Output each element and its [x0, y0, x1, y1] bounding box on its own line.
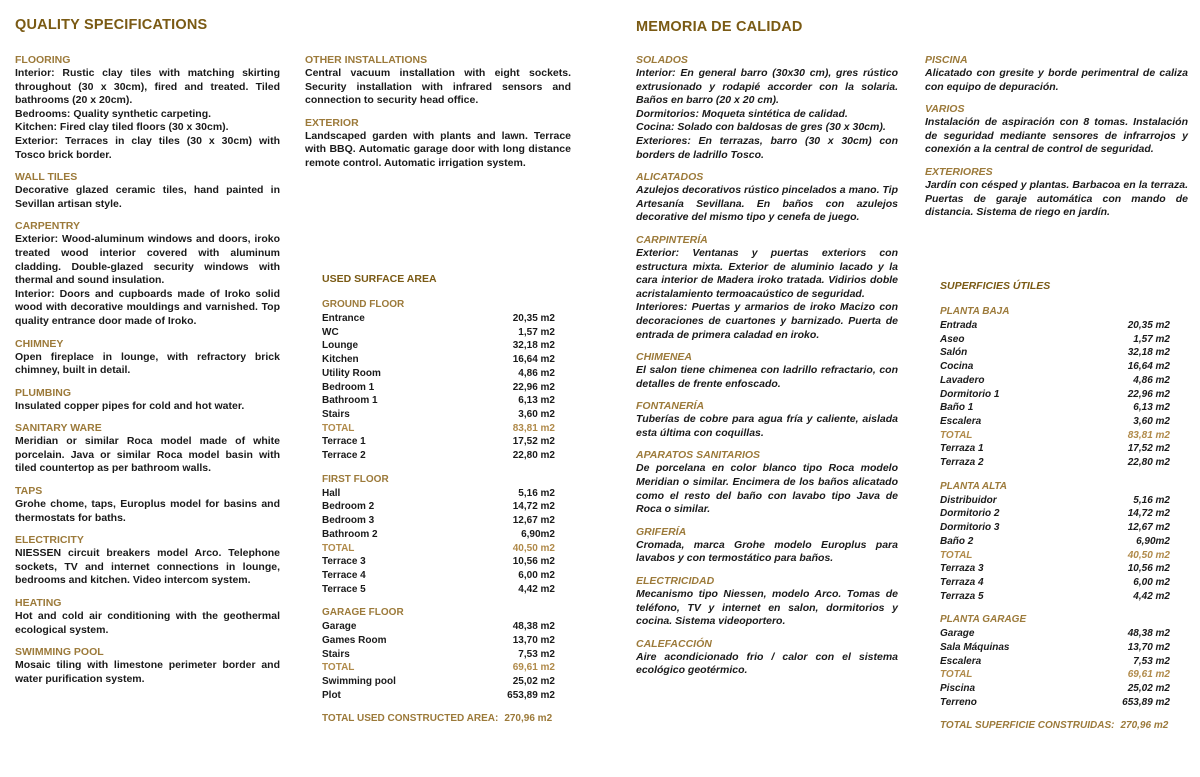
- room-area-value: 5,16 m2: [1133, 494, 1170, 506]
- room-area-value: 17,52 m2: [1127, 443, 1170, 455]
- room-row: [940, 562, 1170, 576]
- room-row: [940, 333, 1170, 347]
- spec-section-title: TAPS: [15, 485, 43, 498]
- room-row: [940, 319, 1170, 333]
- room-name: Aseo: [940, 333, 965, 345]
- room-area-value: 3,60 m2: [1133, 415, 1170, 427]
- room-name: Terraza 2: [940, 457, 984, 469]
- room-name: Distribuidor: [940, 494, 997, 506]
- floor-group-title: GROUND FLOOR: [322, 299, 405, 310]
- room-area-value: 10,56 m2: [1127, 563, 1170, 575]
- room-name: Terreno: [940, 696, 977, 708]
- room-area-value: 12,67 m2: [512, 515, 555, 527]
- page-title-english: QUALITY SPECIFICATIONS: [15, 17, 208, 33]
- spec-section: [305, 117, 571, 171]
- room-area-value: 6,90m2: [521, 528, 555, 540]
- spec-section-body: Meridian or similar Roca model made of white porcelain. Java or similar Roca model basin with tiled countertop as per bathroom walls.: [15, 435, 280, 475]
- room-name: Salón: [940, 347, 968, 359]
- room-area-value: 32,18 m2: [1127, 347, 1170, 359]
- room-row: [940, 655, 1170, 669]
- room-area-value: 13,70 m2: [1127, 642, 1170, 654]
- spec-section: [636, 351, 898, 391]
- room-area-value: 4,86 m2: [1133, 374, 1170, 386]
- room-name: Terrace 5: [322, 583, 366, 595]
- room-row: [322, 312, 555, 326]
- room-row: [322, 367, 555, 381]
- spec-section-title: HEATING: [15, 597, 62, 610]
- room-row: [940, 401, 1170, 415]
- room-area-value: 4,42 m2: [1133, 590, 1170, 602]
- room-area-value: 69,61 m2: [1127, 669, 1170, 681]
- room-row: [322, 326, 555, 340]
- room-row: [940, 360, 1170, 374]
- room-name: Bathroom 2: [322, 528, 378, 540]
- room-row: [940, 374, 1170, 388]
- spec-section-title: EXTERIORES: [925, 165, 993, 178]
- room-area-value: 7,53 m2: [518, 648, 555, 660]
- room-row: [940, 535, 1170, 549]
- room-area-value: 3,60 m2: [518, 408, 555, 420]
- spec-section: [15, 171, 280, 211]
- spec-section-title: CHIMENEA: [636, 351, 693, 364]
- floor-total-row: [940, 549, 1170, 563]
- room-row: [940, 494, 1170, 508]
- room-area-value: 16,64 m2: [512, 354, 555, 366]
- room-area-value: 4,86 m2: [518, 367, 555, 379]
- spec-section-body: Exterior: Ventanas y puertas exteriors con estructura mixta. Exterior de aluminio lacado y la cara interior de Madera iroko tratada. Vidirios doble acristalamiento termoacaústico de seguridad. Interiores: Puertas y armarios de iroko Macizo con decoraciones de cuartones y barnizado. Puerta de entrada de primera caladad en iroko.: [636, 246, 898, 341]
- room-area-value: 22,96 m2: [1127, 388, 1170, 400]
- room-row: [322, 487, 555, 501]
- spec-section-title: FONTANERÍA: [636, 400, 705, 413]
- room-area-value: 69,61 m2: [512, 662, 555, 674]
- spec-section-body: Mecanismo tipo Niessen, modelo Arco. Tomas de teléfono, TV y internet en salon, dormitorios y cocina. Sistema videoportero.: [636, 588, 898, 628]
- room-name: Lounge: [322, 340, 359, 352]
- floor-group-title: GARAGE FLOOR: [322, 607, 404, 619]
- spec-section-title: ELECTRICIDAD: [636, 575, 715, 588]
- floor-group: [940, 613, 1170, 709]
- room-name: Terraza 3: [940, 563, 984, 575]
- room-name: Garage: [940, 628, 975, 640]
- spec-section-title: EXTERIOR: [305, 116, 359, 129]
- room-row: [322, 381, 555, 395]
- spec-section: [636, 575, 898, 629]
- room-area-value: 40,50 m2: [512, 542, 555, 554]
- room-name: Stairs: [322, 648, 350, 660]
- room-area-value: 12,67 m2: [1127, 522, 1170, 534]
- room-name: Baño 1: [940, 402, 974, 414]
- room-name: Dormitorio 3: [940, 522, 1000, 534]
- spec-section-body: El salon tiene chimenea con ladrillo refractario, con detalles de frente enfoscado.: [636, 364, 898, 390]
- spec-section: [636, 400, 898, 440]
- floor-group-title: PLANTA BAJA: [940, 306, 1010, 317]
- room-area-value: 6,13 m2: [1133, 402, 1170, 414]
- total-constructed-value: 270,96 m2: [504, 712, 553, 724]
- room-name: TOTAL: [322, 542, 355, 554]
- spec-section: [925, 54, 1188, 94]
- spec-section: [636, 449, 898, 516]
- spanish-surface-area-table: [940, 280, 1170, 731]
- room-area-value: 83,81 m2: [512, 422, 555, 434]
- room-row: [322, 500, 555, 514]
- room-name: Bathroom 1: [322, 395, 378, 407]
- total-constructed-area: [322, 713, 555, 724]
- room-area-value: 13,70 m2: [512, 635, 555, 647]
- room-area-value: 6,00 m2: [1133, 576, 1170, 588]
- room-name: Swimming pool: [322, 676, 396, 688]
- spec-section: [305, 54, 571, 108]
- room-row: [940, 388, 1170, 402]
- spanish-specs-column-1: [636, 54, 898, 687]
- room-name: Kitchen: [322, 354, 359, 366]
- room-row: [322, 620, 555, 634]
- room-row: [322, 648, 555, 662]
- surface-area-title: SUPERFICIES ÚTILES: [940, 280, 1051, 292]
- english-specs-column-2: [305, 54, 571, 180]
- spec-section-body: Mosaic tiling with limestone perimeter border and water purification system.: [15, 659, 280, 685]
- spec-section-title: SANITARY WARE: [15, 422, 102, 435]
- spec-section: [15, 338, 280, 378]
- room-row: [322, 353, 555, 367]
- room-area-value: 653,89 m2: [507, 689, 555, 701]
- spec-section-title: ALICATADOS: [636, 171, 704, 184]
- room-row: [322, 528, 555, 542]
- room-row: [940, 442, 1170, 456]
- room-row: [940, 456, 1170, 470]
- room-name: TOTAL: [940, 549, 973, 561]
- room-row: [322, 634, 555, 648]
- room-area-value: 6,00 m2: [518, 569, 555, 581]
- room-area-value: 48,38 m2: [1127, 628, 1170, 640]
- spec-section: [15, 534, 280, 588]
- spec-section: [636, 526, 898, 566]
- room-area-value: 22,80 m2: [512, 450, 555, 462]
- spec-section-title: CARPINTERÍA: [636, 233, 708, 246]
- room-row: [322, 583, 555, 597]
- room-name: Terrace 1: [322, 436, 366, 448]
- spec-section: [15, 485, 280, 525]
- room-area-value: 6,90m2: [1136, 535, 1170, 547]
- room-area-value: 4,42 m2: [518, 583, 555, 595]
- spec-section: [15, 220, 280, 328]
- total-constructed-label: TOTAL SUPERFICIE CONSTRUIDAS:: [940, 719, 1115, 731]
- room-row: [940, 521, 1170, 535]
- room-name: Dormitorio 1: [940, 388, 1000, 400]
- spec-section-title: SOLADOS: [636, 54, 688, 66]
- room-row: [322, 394, 555, 408]
- spec-section-title: FLOORING: [15, 54, 71, 66]
- spec-section: [15, 646, 280, 686]
- room-name: Stairs: [322, 408, 350, 420]
- room-row: [940, 576, 1170, 590]
- floor-group: [322, 473, 555, 597]
- spec-section-body: NIESSEN circuit breakers model Arco. Telephone sockets, TV and internet connections in lounge, bedrooms and kitchen. Video intercom system.: [15, 547, 280, 587]
- room-name: Plot: [322, 689, 341, 701]
- room-row: [322, 449, 555, 463]
- room-name: Escalera: [940, 655, 982, 667]
- floor-total-row: [940, 429, 1170, 443]
- room-row: [322, 435, 555, 449]
- spec-section-body: Exterior: Wood-aluminum windows and doors, iroko treated wood interior covered with aluminum cladding. Double-glazed security windows with thermal and sound insulation. Interior: Doors and cupboards made of Iroko solid wood with decorative mouldings and varnished. Top quality entrance door made of Iroko.: [15, 233, 280, 327]
- floor-total-row: [322, 422, 555, 436]
- total-constructed-value: 270,96 m2: [1120, 719, 1169, 731]
- spec-section-body: Cromada, marca Grohe modelo Europlus para lavabos y con termostático para baños.: [636, 538, 898, 565]
- spec-section-title: VARIOS: [925, 103, 965, 116]
- room-name: Bedroom 2: [322, 501, 375, 513]
- spec-section: [15, 597, 280, 637]
- room-area-value: 48,38 m2: [512, 621, 555, 633]
- spec-section: [636, 54, 898, 162]
- spec-section-body: Landscaped garden with plants and lawn. Terrace with BBQ. Automatic garage door with long distance remote control. Automatic irrigation system.: [305, 129, 571, 169]
- room-row: [322, 514, 555, 528]
- room-area-value: 40,50 m2: [1127, 549, 1170, 561]
- room-name: Sala Máquinas: [940, 642, 1010, 654]
- room-row: [940, 641, 1170, 655]
- spec-section-title: CALEFACCIÓN: [636, 637, 712, 650]
- room-name: TOTAL: [940, 429, 973, 441]
- spanish-specs-column-2: [925, 54, 1188, 229]
- floor-total-row: [940, 668, 1170, 682]
- room-name: Utility Room: [322, 367, 381, 379]
- spec-section-body: Central vacuum installation with eight sockets. Security installation with infrared sensors and connection to security head office.: [305, 67, 571, 107]
- spec-section-title: CHIMNEY: [15, 337, 64, 350]
- floor-group-title: PLANTA ALTA: [940, 480, 1008, 492]
- room-name: Terrace 2: [322, 450, 366, 462]
- spec-section: [636, 171, 898, 225]
- room-name: Entrada: [940, 320, 978, 331]
- spec-section-title: GRIFERÍA: [636, 525, 687, 538]
- floor-total-row: [322, 661, 555, 675]
- floor-group: [940, 480, 1170, 604]
- spec-section: [15, 422, 280, 476]
- english-specs-column-1: [15, 54, 280, 695]
- room-row: [940, 682, 1170, 696]
- room-row: [940, 346, 1170, 360]
- room-row: [322, 689, 555, 703]
- spec-section-body: Aire acondicionado frio / calor con el sistema ecológico geotérmico.: [636, 650, 898, 677]
- room-area-value: 22,96 m2: [512, 381, 555, 393]
- room-row: [940, 415, 1170, 429]
- room-area-value: 83,81 m2: [1127, 429, 1170, 441]
- room-name: Games Room: [322, 635, 387, 647]
- room-name: Terrace 4: [322, 569, 366, 581]
- spec-section-title: CARPENTRY: [15, 220, 80, 233]
- floor-group: [322, 606, 555, 702]
- floor-group: [322, 298, 555, 463]
- room-area-value: 14,72 m2: [512, 501, 555, 513]
- room-name: Baño 2: [940, 535, 974, 547]
- room-name: Cocina: [940, 361, 974, 373]
- room-row: [322, 675, 555, 689]
- room-name: TOTAL: [940, 669, 973, 681]
- spec-section: [636, 234, 898, 342]
- room-area-value: 6,13 m2: [518, 395, 555, 407]
- spec-section: [15, 387, 280, 414]
- spec-section: [925, 166, 1188, 220]
- room-name: Dormitorio 2: [940, 508, 1000, 520]
- room-name: Hall: [322, 487, 341, 499]
- page-title-spanish: MEMORIA DE CALIDAD: [636, 19, 803, 35]
- room-name: Garage: [322, 621, 357, 633]
- spec-section-body: Hot and cold air conditioning with the geothermal ecological system.: [15, 610, 280, 636]
- spec-section: [636, 638, 898, 678]
- spec-section: [925, 103, 1188, 157]
- total-constructed-area: [940, 720, 1170, 731]
- room-name: WC: [322, 326, 339, 338]
- room-area-value: 20,35 m2: [1127, 320, 1170, 331]
- floor-group-title: PLANTA GARAGE: [940, 614, 1027, 626]
- room-area-value: 10,56 m2: [512, 556, 555, 568]
- spec-section-title: OTHER INSTALLATIONS: [305, 54, 428, 66]
- room-name: Bedroom 3: [322, 515, 375, 527]
- room-area-value: 32,18 m2: [512, 340, 555, 352]
- room-name: Lavadero: [940, 374, 985, 386]
- room-area-value: 14,72 m2: [1127, 508, 1170, 520]
- spec-section-title: WALL TILES: [15, 171, 78, 184]
- room-area-value: 1,57 m2: [1133, 333, 1170, 345]
- spec-section-body: Insulated copper pipes for cold and hot water.: [15, 399, 245, 412]
- room-row: [322, 555, 555, 569]
- spec-section-title: SWIMMING POOL: [15, 646, 104, 659]
- spec-section-body: Instalación de aspiración con 8 tomas. Instalación de seguridad mediante sensores de infrarrojos y conexión a la central de control de seguridad.: [925, 116, 1188, 156]
- room-area-value: 25,02 m2: [1127, 683, 1170, 695]
- spec-section-body: Decorative glazed ceramic tiles, hand painted in Sevillan artisan style.: [15, 184, 280, 210]
- spec-section-body: De porcelana en color blanco tipo Roca modelo Meridian o similar. Encimera de los baños alicatado como el resto del baño con lavabo tipo Java de Roca o similar.: [636, 462, 898, 516]
- spec-section-title: PLUMBING: [15, 386, 71, 399]
- room-row: [940, 627, 1170, 641]
- spec-section-title: PISCINA: [925, 54, 968, 66]
- total-constructed-label: TOTAL USED CONSTRUCTED AREA:: [322, 712, 499, 724]
- floor-total-row: [322, 542, 555, 556]
- room-area-value: 5,16 m2: [518, 487, 555, 499]
- room-area-value: 17,52 m2: [512, 436, 555, 448]
- spec-section-body: Tuberías de cobre para agua fría y caliente, aislada esta última con coquillas.: [636, 413, 898, 439]
- spec-section-title: APARATOS SANITARIOS: [636, 449, 761, 462]
- room-row: [940, 696, 1170, 710]
- spec-section-body: Open fireplace in lounge, with refractory brick chimney, built in detail.: [15, 350, 280, 377]
- spec-section-title: ELECTRICITY: [15, 534, 84, 547]
- spec-section-body: Jardín con césped y plantas. Barbacoa en la terraza. Puertas de garaje automática con mando de distancia. Sistema de riego en jardín.: [925, 178, 1188, 219]
- room-area-value: 25,02 m2: [512, 676, 555, 688]
- spec-section-body: Interior: Rustic clay tiles with matching skirting throughout (30 x 30cm), fired and treated. Tiled bathrooms (20 x 20cm). Bedrooms: Quality synthetic carpeting. Kitchen: Fired clay tiled floors (30 x 30cm). Exterior: Terraces in clay tiles (30 x 30cm) with Tosco brick border.: [15, 67, 280, 161]
- spec-section-body: Grohe chome, taps, Europlus model for basins and thermostats for baths.: [15, 498, 280, 524]
- room-area-value: 22,80 m2: [1127, 457, 1170, 469]
- room-name: Terraza 4: [940, 576, 984, 588]
- room-row: [322, 408, 555, 422]
- english-surface-area-table: [322, 273, 555, 724]
- room-name: Entrance: [322, 313, 365, 324]
- room-row: [940, 590, 1170, 604]
- room-name: Piscina: [940, 683, 976, 695]
- room-name: TOTAL: [322, 422, 355, 434]
- room-name: Bedroom 1: [322, 381, 375, 393]
- room-area-value: 1,57 m2: [518, 326, 555, 338]
- room-row: [322, 339, 555, 353]
- spec-section-body: Alicatado con gresite y borde perimentral de caliza con equipo de depuración.: [925, 67, 1188, 93]
- floor-group-title: FIRST FLOOR: [322, 473, 389, 485]
- room-area-value: 653,89 m2: [1122, 696, 1170, 708]
- surface-area-title: USED SURFACE AREA: [322, 273, 437, 285]
- room-name: TOTAL: [322, 662, 355, 674]
- room-area-value: 16,64 m2: [1127, 361, 1170, 373]
- room-row: [322, 569, 555, 583]
- room-name: Terrace 3: [322, 556, 366, 568]
- floor-group: [940, 305, 1170, 470]
- room-name: Escalera: [940, 415, 982, 427]
- room-name: Terraza 1: [940, 443, 984, 455]
- spec-section-body: Interior: En general barro (30x30 cm), gres rústico extrusionado y rodapié accorder con la solaria. Baños en barro (20 x 20 cm). Dormitorios: Moqueta sintética de calidad. Cocina: Solado con baldosas de gres (30 x 30cm). Exteriores: En terrazas, barro (30 x 30cm) con borders de ladrillo Tosco.: [636, 67, 898, 161]
- room-row: [940, 507, 1170, 521]
- spec-section: [15, 54, 280, 162]
- spec-section-body: Azulejos decorativos rústico pincelados a mano. Tip Artesanía Sevillana. En baños con azulejos decorative del mismo tipo y cenefa de juego.: [636, 184, 898, 224]
- room-area-value: 20,35 m2: [512, 313, 555, 324]
- room-name: Terraza 5: [940, 590, 984, 602]
- room-area-value: 7,53 m2: [1133, 655, 1170, 667]
